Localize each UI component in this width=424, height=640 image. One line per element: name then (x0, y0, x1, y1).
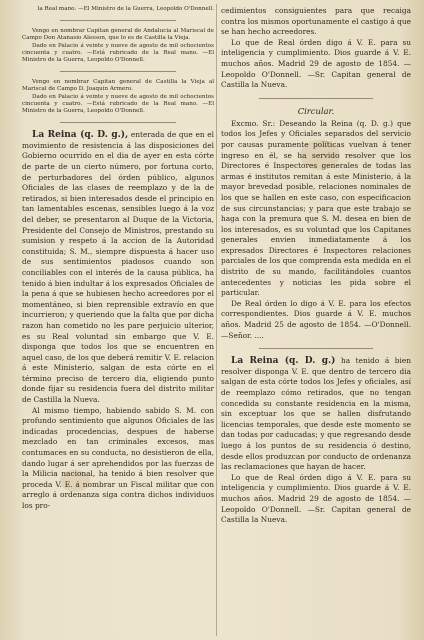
separator-rule (60, 71, 175, 72)
decree-4-lead: La Reina (q. D. g.) (231, 356, 336, 367)
right-column (221, 6, 411, 526)
decree-3: Vengo en nombrar Capitan general de Castilla la Vieja al Mariscal de Campo D. Joaquin Armero. (22, 79, 214, 93)
separator-rule (60, 20, 175, 21)
main-order-lead: La Reina (q. D. g.), (32, 130, 129, 141)
decree-2-signature: Dado en Palacio á veinte y nueve de agosto de mil ochocientos cincuenta y cuatro. —Está rubricado de la Real mano. —El Ministro de la Guerra, Leopoldo O'Donnell. (22, 42, 214, 64)
decree-4-signature: Lo que de Real órden digo á V. E. para su inteligencia y cumplimiento. Dios guarde á V. E. muchos años. Madrid 29 de agosto de 1854. —Leopoldo O'Donnell. —Sr. Capitan general de Castilla la Nueva. (221, 472, 411, 525)
separator-rule (60, 122, 175, 123)
main-order-text-2: Al mismo tiempo, habiendo sabido S. M. con profundo sentimiento que algunos Oficiales de las indicadas procedencias, despues de haberse mezclado en tan criminales excesos, mas contumaces en su conducta, no desistieron de ella, dando lugar á ser aprehendidos por las fuerzas de la Milicia nacional, ha tenido á bien resolver que proceda V. E. á nombrar un Fiscal militar que con arreglo á ordenanza siga contra dichos individuos los pro- (22, 405, 214, 511)
decree-4-text: ha tenido á bien resolver disponga V. E. que dentro de tercero dia salgan de esta córte todos los Jefes y oficiales, así de reemplazo cómo retirados, que no tengan concedida su constante residencia en la misma, sin exceptuar los que se hallen disfrutando licencias temporales, que desde este momento se dan todas por caducadas; y que regresando desde luego á los puntos de su residencia ó destino, desde ellos produzcan por conducto de ordenanza las reclamaciones que hayan de hacer. (221, 356, 411, 472)
decree-1-end: la Real mano. —El Ministro de la Guerra, Leopoldo O'Donnell. (37, 6, 214, 12)
order-continuation: cedimientos consiguientes para que recaiga contra los mismos oportunamente el castigo á que se han hecho acreedores. (221, 6, 411, 37)
decree-2: Vengo en nombrar Capitan general de Andalucia al Mariscal de Campo Don Atanasio Alesson, que lo es de Castilla la Vieja. (22, 28, 214, 42)
circular-heading: Circular. (297, 105, 335, 116)
left-column (22, 6, 214, 512)
separator-rule (259, 98, 373, 99)
main-order-text: enterada de que en el movimiento de resistencia á las disposiciones del Gobierno ocurrido en el dia de ayer en esta córte de parte de un cierto número, por fortuna corto, de perturbadores del órden público, algunos Oficiales de las clases de reemplazo y de la de retirados, si bien interesados desde el principio en tan lamentables escenas, sensibles luego á la voz del deber, se presentaron al Duque de la Victoria, Presidente del Consejo de Ministros, prestando su sumision y respeto á la accion de la Autoridad constituida; S. M., siempre dispuesta á hacer uso de sus sentimientos piadosos cuando son conciliables con el interés de la causa pública, ha tenido á bien indultar á los expresados Oficiales de la pena á que se hubiesen hecho acreedores por el momentáneo, si bien reprensible extravío en que incurrieron; y queriendo que la falta que por dicha razon han cometido no les pare perjuicio ulterior, es su Real voluntad sin embargo que V. E. disponga que todos los que se encuentren en aquel caso, de los que deberá remitir V. E. relacion á este Ministerio, salgan de esta córte en el término preciso de tercero dia, eligiendo punto donde fijar su residencia fuera del distrito militar de Castilla la Nueva. (22, 130, 214, 405)
main-order (22, 130, 214, 405)
circular-signature: De Real órden lo digo á V. E. para los efectos correspondientes. Dios guarde á V. E. muchos años. Madrid 25 de agosto de 1854. —O'Donnell. —Señor. .... (221, 298, 411, 340)
decree-4 (221, 356, 411, 473)
column-divider (216, 4, 217, 636)
circular-text: Excmo. Sr.: Deseando la Reina (q. D. g.) que todos los Jefes y Oficiales separados del servicio por causas puramente políticas vuelvan á tener ingreso en él, se ha servido resolver que los Directores é Inspectores generales de todas las armas é institutos remitan á este Ministerio, á la mayor brevedad posible, relaciones nominales de los que se hallen en este caso, con especificacion de sus circunstancias; y para que este trabajo se haga con la premura que S. M. desea en bien de los interesados, es su voluntad que los Capitanes generales envien inmediatamente á los expresados Directores é Inspectores relaciones parciales de los que comprenda esta medida en el distrito de su mando, facilitándoles cuantos antecedentes y noticias les pida sobre el particular. (221, 118, 411, 298)
separator-rule (259, 348, 373, 349)
decree-3-signature: Dado en Palacio á veinte y nueve de agosto de mil ochocientos cincuenta y cuatro. —Está rubricado de la Real mano. —El Ministro de la Guerra, Leopoldo O'Donnell. (22, 93, 214, 115)
order-continuation-signature: Lo que de Real órden digo á V. E. para su inteligencia y cumplimiento. Dios guarde á V. E. muchos años. Madrid 29 de agosto de 1854. —Leopoldo O'Donnell. —Sr. Capitan general de Castilla la Nueva. (221, 37, 411, 90)
